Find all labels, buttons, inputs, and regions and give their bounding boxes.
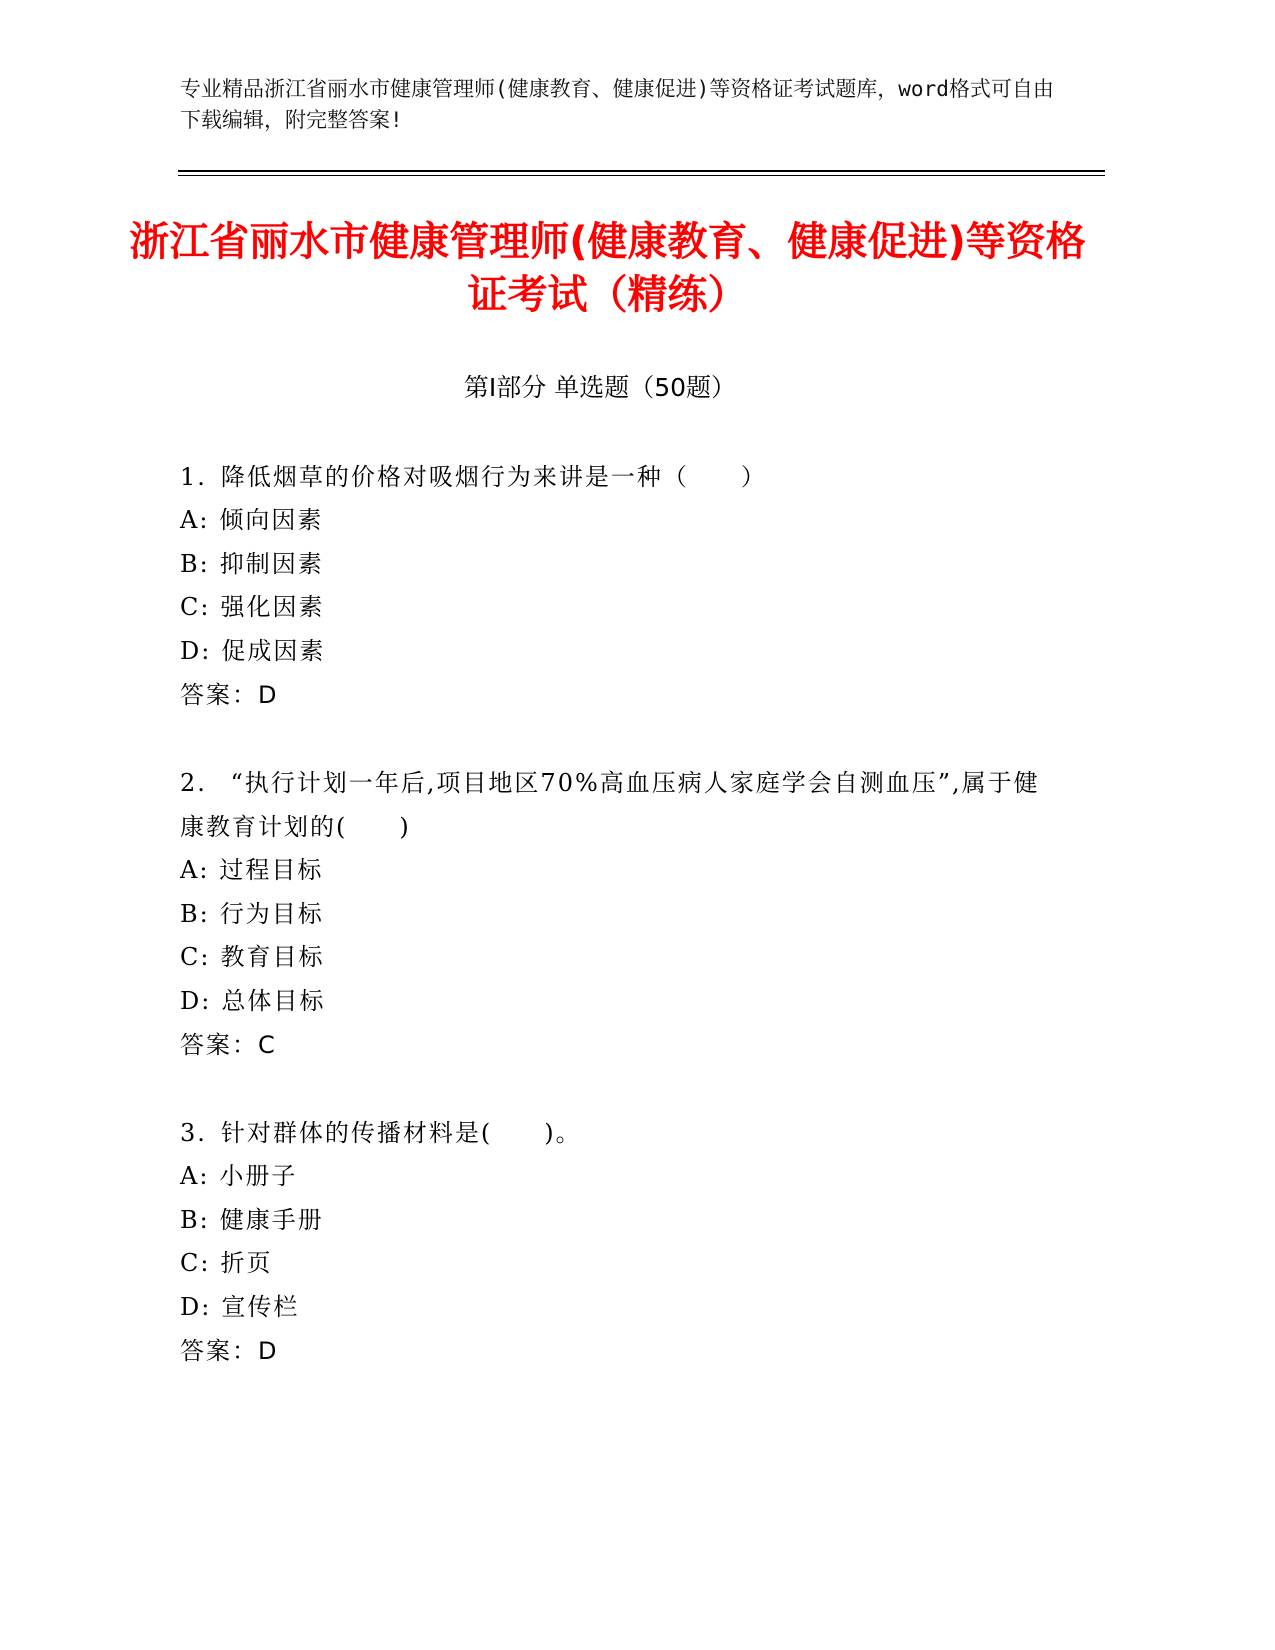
option-key: A: [180, 856, 210, 884]
option-key: C: [180, 1249, 211, 1277]
option-c [180, 1242, 1060, 1286]
answer-line [180, 673, 1060, 717]
option-key: C: [180, 943, 211, 971]
question-2 [180, 761, 1060, 1067]
option-text: 小册子 [219, 1162, 298, 1190]
option-text: 促成因素 [221, 636, 326, 665]
option-text: 折页 [220, 1249, 273, 1277]
option-key: D: [180, 636, 212, 665]
header-divider-thin [178, 175, 1105, 176]
option-b [180, 543, 1060, 587]
question-number: 1. [180, 463, 207, 491]
option-text: 强化因素 [220, 593, 325, 621]
option-key: A: [180, 1162, 210, 1190]
option-a [180, 849, 1060, 893]
question-1 [180, 455, 1060, 717]
option-key: B: [180, 1205, 210, 1234]
header-note: 专业精品浙江省丽水市健康管理师(健康教育、健康促进)等资格证考试题库，word格式可自由下载编辑，附完整答案! [180, 77, 1054, 132]
question-3 [180, 1111, 1060, 1373]
answer-label: 答案： [180, 1031, 258, 1059]
option-b [180, 1199, 1060, 1243]
option-key: A: [180, 506, 210, 534]
question-stem [180, 1111, 1060, 1155]
question-stem [180, 761, 1060, 849]
option-d [180, 980, 1060, 1024]
option-text: 抑制因素 [219, 549, 324, 578]
option-key: D: [180, 1292, 212, 1321]
question-text: 降低烟草的价格对吸烟行为来讲是一种（ ） [220, 463, 767, 491]
option-a [180, 1155, 1060, 1199]
answer-value: C [258, 1031, 275, 1059]
option-text: 行为目标 [219, 899, 324, 928]
option-c [180, 936, 1060, 980]
option-text: 宣传栏 [221, 1292, 300, 1321]
option-a [180, 499, 1060, 543]
option-text: 过程目标 [219, 856, 324, 884]
option-text: 倾向因素 [219, 506, 324, 534]
question-list [180, 455, 1060, 1417]
question-number: 2. [180, 769, 207, 797]
answer-label: 答案： [180, 681, 258, 709]
option-key: B: [180, 549, 210, 578]
option-d [180, 630, 1060, 674]
question-text: 针对群体的传播材料是( )。 [220, 1119, 582, 1147]
option-key: C: [180, 593, 211, 621]
option-d [180, 1286, 1060, 1330]
option-b [180, 893, 1060, 937]
option-c [180, 586, 1060, 630]
answer-label: 答案： [180, 1337, 258, 1365]
answer-line [180, 1329, 1060, 1373]
document-title: 浙江省丽水市健康管理师(健康教育、健康促进)等资格证考试（精练） [129, 219, 1086, 318]
question-text: “执行计划一年后,项目地区70%高血压病人家庭学会自测血压”,属于健康教育计划的( ) [180, 769, 1040, 841]
answer-value: D [258, 1337, 277, 1365]
answer-line [180, 1023, 1060, 1067]
question-number: 3. [180, 1119, 207, 1147]
answer-value: D [258, 681, 277, 709]
question-stem [180, 455, 1060, 499]
section-heading: 第Ⅰ部分 单选题（50题） [463, 373, 737, 402]
option-text: 总体目标 [221, 986, 326, 1015]
option-text: 教育目标 [220, 943, 325, 971]
option-key: D: [180, 986, 212, 1015]
option-text: 健康手册 [219, 1205, 324, 1234]
option-key: B: [180, 899, 210, 928]
header-divider-thick [178, 170, 1105, 172]
